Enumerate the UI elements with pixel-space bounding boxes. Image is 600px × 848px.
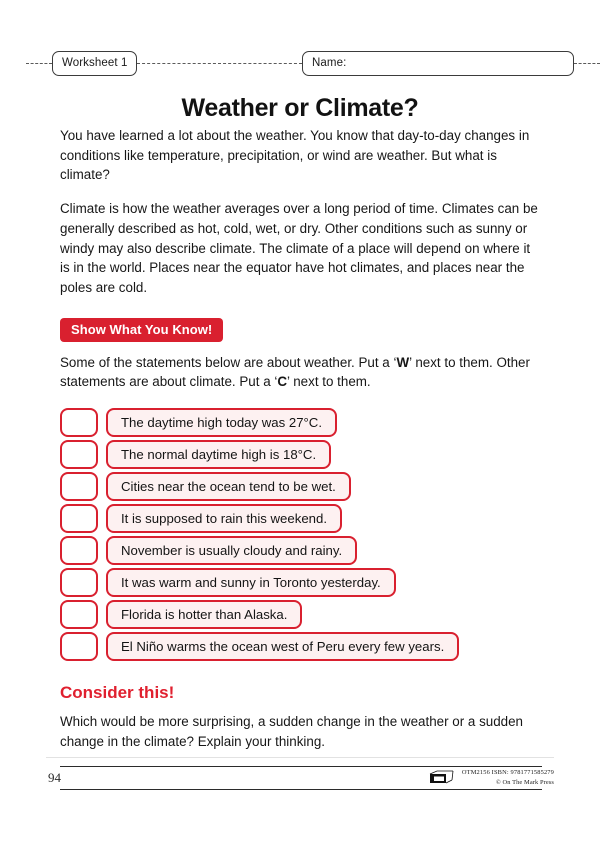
book-logo-icon <box>429 770 455 785</box>
statement-row <box>60 568 542 597</box>
consider-this-question: Which would be more surprising, a sudden change in the weather or a sudden change in the climate? Explain your thinking. <box>60 714 523 749</box>
intro-paragraph-2: Climate is how the weather averages over a long period of time. Climates can be generally described as hot, cold, wet, or dry. Other conditions such as sunny or windy may also describe climate. The climate of a place will depend on where it is in the world. Places near the equator have hot climates, and places near the poles are cold. <box>60 201 538 295</box>
name-field-box[interactable] <box>302 51 574 76</box>
answer-write-line[interactable] <box>60 789 542 790</box>
statement-text-box: The normal daytime high is 18°C. <box>106 440 331 469</box>
statement-text-box: It is supposed to rain this weekend. <box>106 504 342 533</box>
publisher-imprint <box>429 768 554 788</box>
imprint-text <box>462 768 554 788</box>
name-field-label: Name: <box>312 57 347 69</box>
worksheet-number-label: Worksheet 1 <box>62 57 128 69</box>
intro-paragraph-1: You have learned a lot about the weather. You know that day-to-day changes in conditions like temperature, precipitation, or wind are weather. But what is climate? <box>60 128 530 183</box>
statement-text-box: Cities near the ocean tend to be wet. <box>106 472 351 501</box>
statement-row <box>60 472 542 501</box>
header-dash-left <box>26 63 52 64</box>
instructions-text-1: Some of the statements below are about weather. Put a <box>60 354 394 370</box>
answer-checkbox[interactable] <box>60 536 98 565</box>
instructions-climate-code: C <box>277 374 288 390</box>
footer-divider <box>46 757 554 758</box>
answer-checkbox[interactable] <box>60 440 98 469</box>
answer-checkbox[interactable] <box>60 568 98 597</box>
answer-checkbox[interactable] <box>60 472 98 501</box>
worksheet-content <box>60 126 542 812</box>
answer-checkbox[interactable] <box>60 600 98 629</box>
worksheet-header <box>0 46 600 80</box>
header-dash-middle <box>137 63 302 64</box>
imprint-isbn-line: OTM2156 ISBN: 9781771585279 <box>461 769 554 776</box>
statement-text-box: It was warm and sunny in Toronto yesterday. <box>106 568 396 597</box>
statement-list <box>60 408 542 661</box>
instructions-text-3: next to them. <box>289 374 371 390</box>
imprint-copyright-line: © On The Mark Press <box>495 778 554 786</box>
consider-this-heading: Consider this! <box>60 683 175 703</box>
statement-text-box: Florida is hotter than Alaska. <box>106 600 302 629</box>
statement-row <box>60 600 542 629</box>
answer-checkbox[interactable] <box>60 504 98 533</box>
instructions-weather-code: W <box>396 354 410 370</box>
show-what-you-know-banner: Show What You Know! <box>60 318 223 342</box>
statement-row <box>60 440 542 469</box>
statement-text-box: El Niño warms the ocean west of Peru every few years. <box>106 632 459 661</box>
statement-text-box: November is usually cloudy and rainy. <box>106 536 357 565</box>
statement-text-box: The daytime high today was 27°C. <box>106 408 337 437</box>
page-title: Weather or Climate? <box>181 94 419 122</box>
show-what-you-know-banner-wrap <box>60 318 542 342</box>
answer-checkbox[interactable] <box>60 408 98 437</box>
statement-row <box>60 408 542 437</box>
activity-instructions: Some of the statements below are about weather. Put a ‘W’ next to them. Other statements are about climate. Put a ‘C’ next to them. <box>60 354 530 390</box>
statement-row <box>60 536 542 565</box>
statement-row <box>60 504 542 533</box>
header-dash-right <box>574 63 600 64</box>
instructions-text-2: next to them. Other statements are about climate. Put a <box>60 354 530 390</box>
worksheet-number-box <box>52 51 137 76</box>
page-number: 94 <box>48 770 61 785</box>
answer-checkbox[interactable] <box>60 632 98 661</box>
statement-row <box>60 632 542 661</box>
